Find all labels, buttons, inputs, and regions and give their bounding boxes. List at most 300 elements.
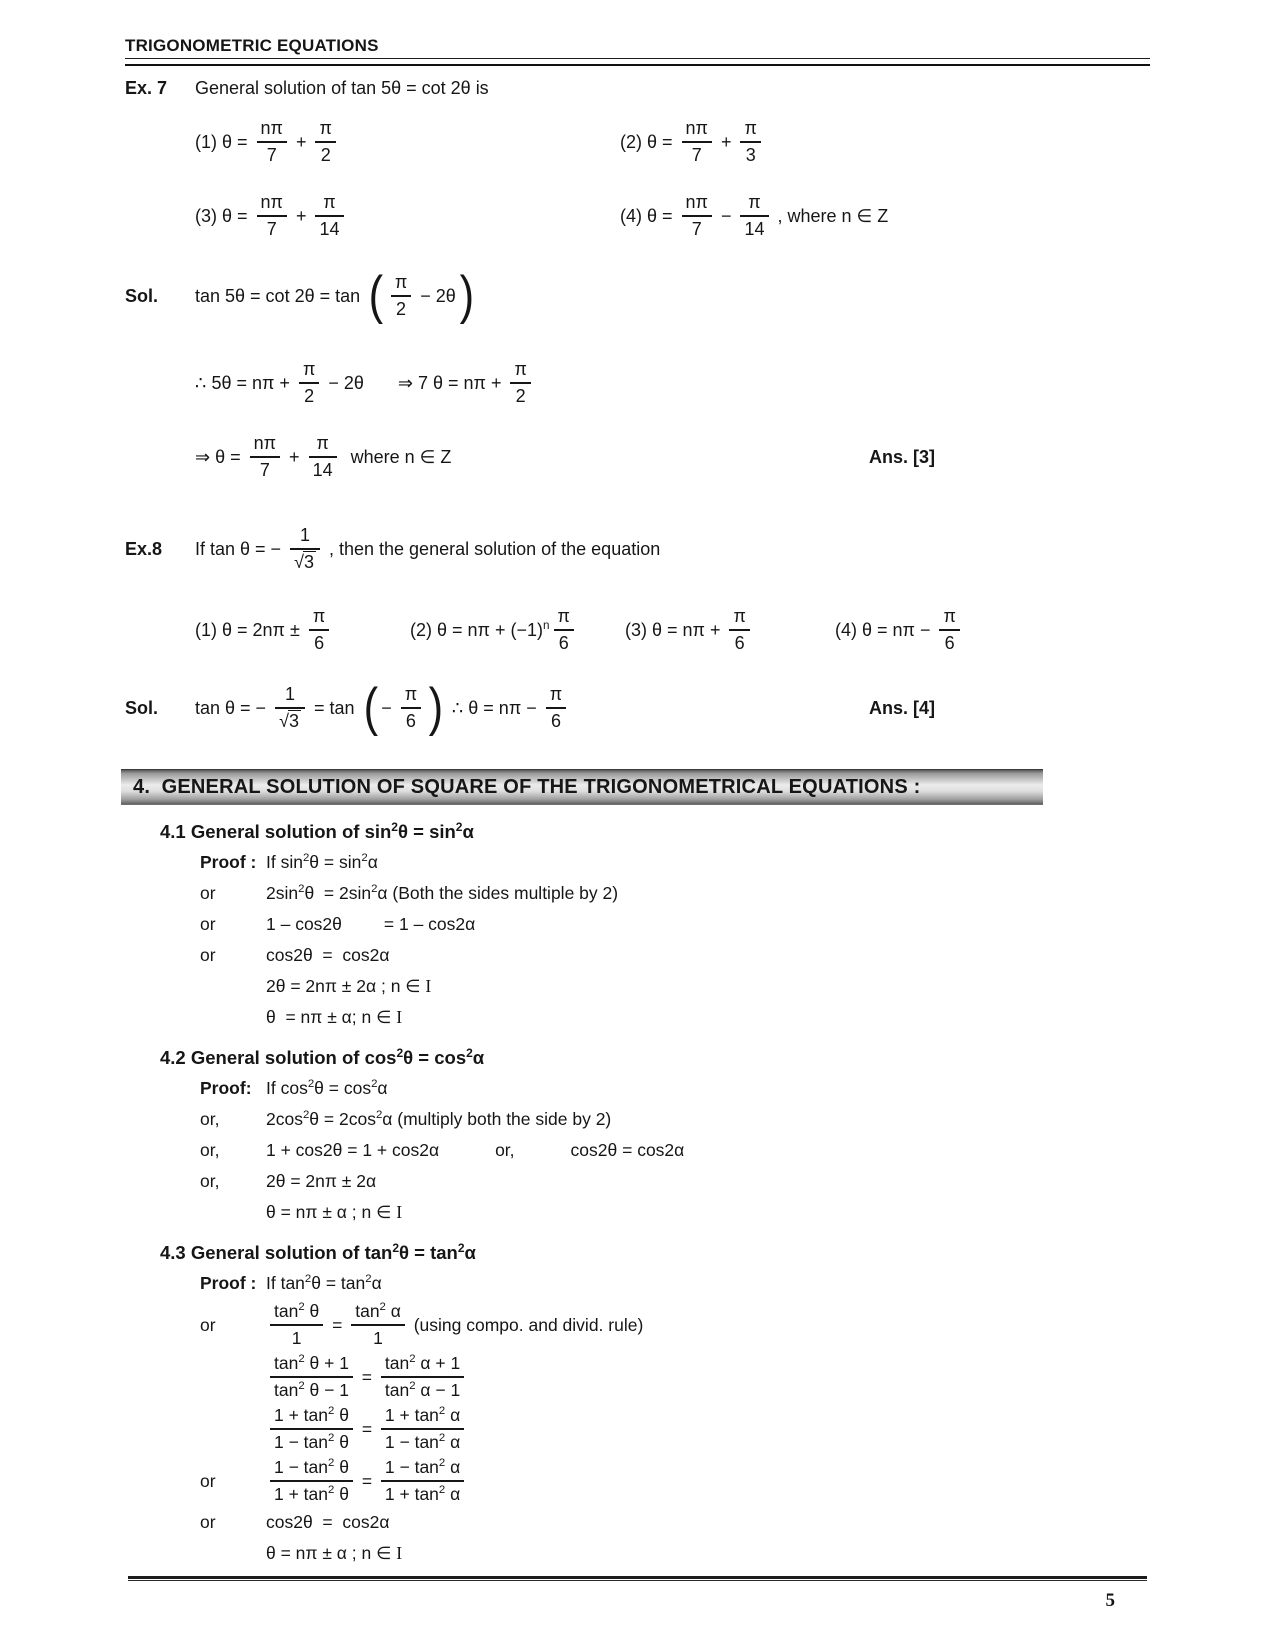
math-superscript: 2 bbox=[455, 819, 463, 834]
proof-row-math bbox=[266, 1301, 643, 1349]
math-text: 7 bbox=[691, 219, 702, 239]
math-text-run bbox=[274, 1457, 349, 1477]
math-text: 2 bbox=[320, 145, 331, 165]
math-text-run bbox=[303, 359, 315, 379]
math-text: 14 bbox=[744, 219, 765, 239]
fraction-numerator bbox=[740, 192, 768, 217]
math-text: + bbox=[715, 131, 737, 152]
proof-row bbox=[125, 1509, 1150, 1536]
math-text: (3) θ = nπ + bbox=[625, 619, 726, 640]
math-text-run bbox=[291, 206, 312, 227]
math-text-run bbox=[943, 606, 955, 626]
fraction-denominator bbox=[729, 631, 749, 654]
proof-row bbox=[125, 880, 1150, 907]
proof-row-math bbox=[266, 852, 378, 873]
math-text-run bbox=[274, 1353, 349, 1373]
math-text: π bbox=[748, 192, 761, 212]
math-text: 2θ = 2nπ ± 2α bbox=[266, 1171, 377, 1191]
math-text-run bbox=[195, 698, 271, 719]
math-superscript: 2 bbox=[361, 852, 368, 865]
math-text-run bbox=[266, 883, 618, 904]
math-superscript: 2 bbox=[371, 883, 378, 896]
math-text-run bbox=[266, 1171, 376, 1192]
math-text-run bbox=[292, 1328, 302, 1348]
math-text: nπ bbox=[685, 192, 708, 212]
math-superscript: 2 bbox=[302, 852, 310, 865]
math-text: 1 + cos2θ = 1 + cos2α bbox=[266, 1140, 440, 1160]
math-text-run bbox=[945, 633, 955, 653]
radicand: 3 bbox=[303, 552, 314, 572]
proof-row-label: or, bbox=[200, 1109, 220, 1129]
math-text: α bbox=[385, 1301, 401, 1321]
math-superscript: 2 bbox=[298, 1301, 305, 1314]
math-text: or, bbox=[495, 1140, 515, 1160]
fraction-numerator bbox=[250, 433, 280, 458]
math-text: 7 bbox=[266, 219, 277, 239]
fraction-numerator bbox=[290, 525, 320, 550]
option-item bbox=[195, 601, 410, 659]
fraction-denominator bbox=[381, 1482, 464, 1505]
proof-row-math bbox=[266, 1007, 402, 1028]
math-superscript: 2 bbox=[298, 1353, 305, 1366]
math-text-run bbox=[692, 219, 702, 239]
fraction-numerator bbox=[546, 684, 566, 709]
math-text-run bbox=[551, 711, 561, 731]
math-text: θ = tan bbox=[399, 1242, 458, 1263]
proof-row-label: or bbox=[200, 883, 216, 903]
math-text: 1 bbox=[291, 1328, 302, 1348]
math-text: ⇒ θ = bbox=[195, 446, 246, 467]
math-fraction bbox=[391, 272, 411, 320]
math-text-run bbox=[385, 1405, 460, 1425]
math-superscript: 2 bbox=[302, 1109, 310, 1122]
math-superscript: 2 bbox=[371, 1078, 378, 1091]
math-text: θ bbox=[334, 1405, 349, 1425]
option-item bbox=[195, 113, 620, 171]
fraction-numerator bbox=[257, 118, 287, 143]
math-text-run bbox=[357, 1471, 377, 1492]
math-text: 14 bbox=[312, 460, 333, 480]
fraction-numerator bbox=[939, 606, 959, 631]
math-serif-text: I bbox=[396, 1202, 403, 1222]
math-text-run bbox=[324, 539, 660, 560]
math-text: 1 bbox=[300, 525, 311, 545]
math-text-run bbox=[686, 192, 708, 212]
math-text: 1 bbox=[373, 1328, 383, 1348]
math-fraction bbox=[682, 118, 712, 166]
ex8-answer: Ans. [4] bbox=[868, 697, 935, 718]
math-text-run bbox=[266, 1109, 611, 1130]
math-text: tan bbox=[384, 1353, 410, 1373]
math-text: nπ bbox=[253, 433, 277, 453]
math-text-run bbox=[357, 1419, 377, 1440]
math-text: θ = sin bbox=[309, 852, 362, 872]
math-superscript: n bbox=[542, 618, 550, 632]
math-text: (using compo. and divid. rule) bbox=[408, 1314, 644, 1335]
math-text: + bbox=[290, 131, 312, 152]
header-rule bbox=[125, 58, 1150, 66]
math-serif-text: I bbox=[425, 976, 432, 996]
math-text: 6 bbox=[734, 633, 745, 653]
math-text-run bbox=[274, 1484, 349, 1504]
math-text-run bbox=[385, 1457, 460, 1477]
fraction-numerator bbox=[510, 359, 530, 384]
math-text-run bbox=[355, 1301, 401, 1321]
math-text-run bbox=[195, 206, 253, 227]
fraction-numerator bbox=[682, 192, 712, 217]
math-text: + bbox=[284, 446, 305, 467]
math-text-run bbox=[274, 1432, 349, 1452]
fraction-numerator bbox=[391, 272, 411, 297]
math-text-run bbox=[160, 821, 474, 843]
math-text-run bbox=[357, 1367, 377, 1388]
math-superscript: 2 bbox=[307, 1078, 315, 1091]
fraction-denominator bbox=[546, 709, 566, 732]
math-superscript: 2 bbox=[409, 1380, 416, 1393]
math-text: θ bbox=[334, 1484, 349, 1504]
math-text: θ = sin bbox=[397, 821, 456, 842]
proof-row-math bbox=[266, 1543, 402, 1564]
math-text-run bbox=[385, 1484, 460, 1504]
proof-row-label: or bbox=[200, 1512, 216, 1532]
fraction-numerator bbox=[275, 684, 305, 709]
math-text: α bbox=[472, 1047, 485, 1068]
proof-row-math bbox=[266, 1457, 468, 1505]
option-item bbox=[410, 601, 625, 659]
subsection-4-2-heading bbox=[125, 1045, 1150, 1071]
math-text-run bbox=[410, 620, 550, 641]
math-text: + bbox=[290, 205, 312, 226]
fraction-denominator bbox=[510, 384, 530, 407]
math-text-run bbox=[195, 286, 365, 307]
math-superscript: 2 bbox=[365, 1273, 372, 1286]
proof-row-math bbox=[266, 1202, 402, 1223]
math-text-run bbox=[385, 1380, 460, 1400]
math-text: = tan bbox=[308, 697, 360, 718]
math-text: θ = nπ ± α ; n ∈ bbox=[266, 1202, 397, 1222]
footer-rule bbox=[128, 1576, 1147, 1581]
math-fraction bbox=[299, 359, 319, 407]
math-fraction bbox=[401, 684, 421, 732]
subsection-4-3-heading bbox=[125, 1240, 1150, 1266]
math-text: α bbox=[367, 852, 378, 872]
math-superscript: 2 bbox=[438, 1432, 446, 1445]
math-fraction bbox=[381, 1353, 464, 1401]
math-text-run bbox=[274, 1301, 319, 1321]
fraction-denominator bbox=[290, 550, 320, 573]
math-text-run bbox=[319, 219, 339, 239]
proof-row-math bbox=[266, 976, 431, 997]
fraction-denominator bbox=[939, 631, 959, 654]
fraction-numerator bbox=[270, 1405, 353, 1430]
math-text: π bbox=[514, 359, 527, 379]
math-text: π bbox=[404, 684, 418, 704]
math-text: 4.2 General solution of cos bbox=[160, 1047, 397, 1068]
math-text: tan bbox=[384, 1380, 410, 1400]
math-text: α + 1 bbox=[415, 1353, 461, 1373]
proof-row bbox=[125, 1137, 1150, 1164]
ex7-sol-line-3 bbox=[125, 425, 1150, 489]
math-text: cos2θ = cos2α bbox=[266, 945, 390, 965]
ex8-solution-row bbox=[125, 667, 1150, 749]
math-text: 1 − tan bbox=[384, 1432, 439, 1452]
math-text: If cos bbox=[266, 1078, 308, 1098]
math-text: nπ bbox=[685, 118, 708, 138]
math-text: α (Both the sides multiple by 2) bbox=[377, 883, 619, 903]
proof-row-math bbox=[266, 1353, 468, 1401]
proof-row-math bbox=[266, 1273, 382, 1294]
math-fraction bbox=[554, 606, 574, 654]
math-fraction bbox=[729, 606, 749, 654]
math-text: π bbox=[302, 359, 316, 379]
fraction-denominator bbox=[315, 217, 343, 240]
option-item bbox=[625, 601, 835, 659]
math-text: = bbox=[356, 1418, 377, 1439]
math-text-run bbox=[309, 698, 360, 719]
math-text: π bbox=[316, 433, 329, 453]
math-superscript: 2 bbox=[409, 1353, 416, 1366]
fraction-denominator bbox=[275, 709, 305, 732]
math-text: π bbox=[394, 272, 408, 292]
proof-row bbox=[125, 1457, 1150, 1505]
radical-sign: √ bbox=[279, 711, 289, 731]
ex7-label: Ex. 7 bbox=[125, 78, 168, 98]
math-text: α bbox=[462, 821, 474, 842]
math-text-run bbox=[261, 118, 283, 138]
math-text-run bbox=[279, 711, 301, 731]
math-text-run bbox=[516, 386, 526, 406]
proof-row-label: or bbox=[200, 945, 216, 965]
math-text-run bbox=[746, 145, 756, 165]
math-text: π bbox=[943, 606, 956, 626]
math-text: α bbox=[445, 1457, 461, 1477]
proof-row bbox=[125, 1199, 1150, 1226]
math-text: 2θ = 2nπ ± 2α ; n ∈ bbox=[266, 976, 426, 996]
math-superscript: 2 bbox=[438, 1405, 446, 1418]
math-text: tan bbox=[274, 1301, 299, 1321]
math-fraction bbox=[290, 525, 320, 573]
math-text-run bbox=[716, 132, 737, 153]
math-text-run bbox=[294, 552, 316, 572]
proof-row-math bbox=[266, 1109, 611, 1130]
proof-row-math bbox=[266, 1405, 468, 1453]
proof-row bbox=[125, 942, 1150, 969]
fraction-numerator bbox=[740, 118, 760, 143]
math-text-run bbox=[254, 433, 276, 453]
math-text: 6 bbox=[405, 711, 416, 731]
math-text: 4.1 General solution of sin bbox=[160, 821, 392, 842]
math-text: θ − 1 bbox=[304, 1380, 349, 1400]
math-text-run bbox=[744, 219, 764, 239]
math-text-run bbox=[735, 633, 745, 653]
proof-row bbox=[125, 1301, 1150, 1349]
math-text-run bbox=[327, 1315, 347, 1336]
math-text: θ bbox=[304, 1301, 320, 1321]
fraction-numerator bbox=[682, 118, 712, 143]
option-item bbox=[620, 187, 1150, 245]
math-text-run bbox=[267, 145, 277, 165]
math-serif-text: I bbox=[396, 1543, 403, 1563]
math-text: (4) θ = bbox=[620, 205, 678, 226]
math-text: 4.3 General solution of tan bbox=[160, 1242, 393, 1263]
math-superscript: 2 bbox=[298, 1380, 305, 1393]
math-text: α bbox=[371, 1273, 382, 1293]
proof-row bbox=[125, 1540, 1150, 1567]
fraction-numerator bbox=[309, 606, 329, 631]
proof-row bbox=[125, 1405, 1150, 1453]
math-text: θ = cos bbox=[314, 1078, 372, 1098]
math-text: 7 bbox=[266, 145, 277, 165]
math-text: 1 + tan bbox=[274, 1405, 329, 1425]
math-text: 1 − tan bbox=[384, 1457, 439, 1477]
math-text-run bbox=[514, 359, 526, 379]
math-text-run bbox=[381, 698, 397, 719]
math-fraction bbox=[257, 192, 287, 240]
math-fraction bbox=[682, 192, 712, 240]
math-text: (2) θ = bbox=[620, 131, 678, 152]
math-fraction bbox=[351, 1301, 405, 1349]
math-text: ∴ 5θ = nπ + bbox=[195, 372, 295, 393]
math-fraction bbox=[270, 1301, 323, 1349]
math-text-run bbox=[266, 914, 475, 935]
math-serif-text: I bbox=[396, 1007, 403, 1027]
math-text-run bbox=[405, 684, 417, 704]
radical-sign: √ bbox=[294, 552, 304, 572]
math-text: tan bbox=[355, 1301, 380, 1321]
math-text-run bbox=[195, 447, 246, 468]
math-line bbox=[195, 359, 535, 407]
math-text: (1) θ = bbox=[195, 131, 253, 152]
math-superscript: 2 bbox=[379, 1301, 386, 1314]
math-text-run bbox=[266, 945, 389, 966]
math-sqrt bbox=[294, 552, 316, 572]
math-text: 6 bbox=[944, 633, 955, 653]
fraction-numerator bbox=[270, 1301, 323, 1326]
math-superscript: 2 bbox=[391, 819, 398, 834]
fraction-denominator bbox=[309, 458, 337, 481]
document-header bbox=[125, 36, 1150, 66]
ex7-answer: Ans. [3] bbox=[868, 446, 935, 467]
fraction-denominator bbox=[381, 1430, 464, 1453]
proof-row-math bbox=[266, 914, 475, 935]
math-text-run bbox=[195, 539, 286, 560]
page-title: TRIGONOMETRIC EQUATIONS bbox=[125, 36, 379, 55]
math-text: θ bbox=[334, 1457, 349, 1477]
proof-row-label: Proof : bbox=[200, 1273, 257, 1293]
option-item bbox=[195, 187, 620, 245]
proof-row-math bbox=[266, 1140, 684, 1161]
fraction-numerator bbox=[351, 1301, 405, 1326]
math-text-run bbox=[267, 219, 277, 239]
math-text: π bbox=[557, 606, 570, 626]
ex7-question: General solution of tan 5θ = cot 2θ is bbox=[195, 78, 489, 98]
fraction-numerator bbox=[270, 1353, 353, 1378]
fraction-denominator bbox=[682, 143, 712, 166]
ex8-question-row bbox=[125, 513, 1150, 585]
proof-row-label: or bbox=[200, 914, 216, 934]
proof-row-math bbox=[266, 1171, 376, 1192]
fraction-denominator bbox=[257, 143, 287, 166]
math-superscript: 2 bbox=[466, 1045, 473, 1060]
math-text-run bbox=[285, 684, 295, 704]
section-heading-band bbox=[121, 769, 1043, 805]
math-text: = bbox=[356, 1470, 377, 1491]
math-text: − bbox=[715, 205, 737, 226]
fraction-numerator bbox=[309, 433, 337, 458]
option-item bbox=[835, 601, 1150, 659]
math-text: 14 bbox=[319, 219, 340, 239]
proof-row bbox=[125, 1004, 1150, 1031]
proof-row-math bbox=[266, 945, 389, 966]
proof-row-math bbox=[266, 1512, 389, 1533]
math-text: If tan bbox=[266, 1273, 305, 1293]
subsection-4-3-rows bbox=[125, 1270, 1150, 1567]
math-text: α bbox=[445, 1405, 461, 1425]
ex7-sol-line-2 bbox=[125, 351, 1150, 415]
math-text: θ = nπ ± α ; n ∈ bbox=[266, 1543, 397, 1563]
math-text-run bbox=[835, 620, 935, 641]
proof-row bbox=[125, 1106, 1150, 1133]
subsection-4-2-rows bbox=[125, 1075, 1150, 1226]
math-text: (3) θ = bbox=[195, 205, 253, 226]
math-text-run bbox=[733, 606, 745, 626]
math-big-paren: ) bbox=[428, 678, 444, 738]
math-text: 1 bbox=[285, 684, 296, 704]
math-text: ⇒ 7 θ = nπ + bbox=[397, 372, 507, 393]
fraction-denominator bbox=[257, 217, 287, 240]
math-text: 1 − tan bbox=[274, 1432, 329, 1452]
math-text-run bbox=[341, 447, 452, 468]
subsection-4-1-heading bbox=[125, 819, 1150, 845]
math-text-run bbox=[160, 1242, 476, 1264]
math-text-run bbox=[266, 1140, 684, 1161]
math-text-run bbox=[395, 272, 407, 292]
math-text-run bbox=[274, 1380, 349, 1400]
fraction-denominator bbox=[391, 297, 411, 320]
math-text-run bbox=[266, 1078, 388, 1099]
math-text: π bbox=[312, 606, 326, 626]
math-text: cos2θ = cos2α bbox=[570, 1140, 685, 1160]
math-text: 7 bbox=[259, 460, 270, 480]
radicand: 3 bbox=[288, 711, 299, 731]
math-text-run bbox=[304, 386, 314, 406]
math-superscript: 2 bbox=[392, 1240, 400, 1255]
math-text-run bbox=[266, 1007, 402, 1028]
math-fraction bbox=[257, 118, 287, 166]
proof-row bbox=[125, 849, 1150, 876]
math-text: 1 − tan bbox=[274, 1457, 329, 1477]
proof-row-label: or, bbox=[200, 1140, 220, 1160]
math-text-run bbox=[266, 1202, 402, 1223]
fraction-numerator bbox=[554, 606, 574, 631]
math-superscript: 2 bbox=[328, 1457, 335, 1470]
ex8-label: Ex.8 bbox=[125, 538, 163, 559]
math-fraction bbox=[546, 684, 566, 732]
math-text: , where n ∈ Z bbox=[772, 205, 889, 226]
math-text: 6 bbox=[314, 633, 325, 653]
math-text-run bbox=[447, 698, 542, 719]
fraction-numerator bbox=[315, 192, 343, 217]
math-text: π bbox=[549, 684, 563, 704]
math-text: = bbox=[327, 1314, 348, 1335]
fraction-numerator bbox=[299, 359, 319, 384]
fraction-denominator bbox=[270, 1378, 353, 1401]
math-text: (2) θ = nπ + (−1) bbox=[410, 619, 543, 640]
math-text: tan bbox=[274, 1353, 299, 1373]
fraction-denominator bbox=[740, 143, 760, 166]
math-superscript: 2 bbox=[328, 1405, 335, 1418]
fraction-denominator bbox=[315, 143, 335, 166]
